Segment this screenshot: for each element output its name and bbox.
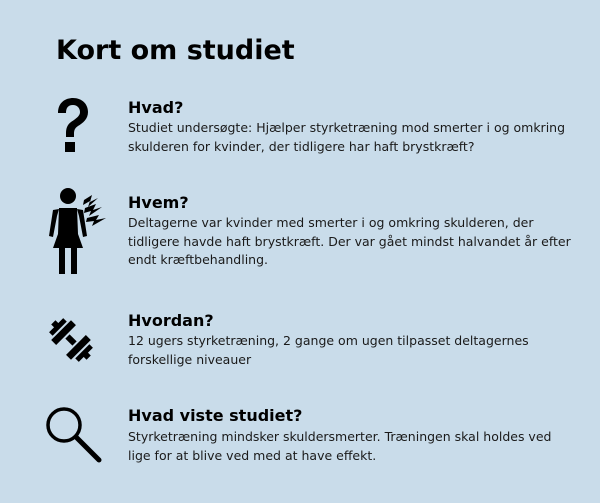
section-text: Studiet undersøgte: Hjælper styrketræning mod smerter i og omkring skulderen for kvinder, der tidligere har haft brystkræft? [128,120,566,154]
section-heading: Hvad viste studiet? [128,406,303,425]
dumbbell-icon [44,313,98,367]
question-mark-icon [52,97,92,155]
section-heading: Hvem? [128,193,189,212]
section-text: 12 ugers styrketræning, 2 gange om ugen tilpasset deltagernes forskellige niveauer [128,333,529,367]
section-text: Styrketræning mindsker skuldersmerter. Træningen skal holdes ved lige for at blive ved med at have effekt. [128,429,552,463]
page-title: Kort om studiet [56,35,295,66]
section-heading: Hvad? [128,98,184,117]
section-heading: Hvordan? [128,311,214,330]
woman-pain-icon [44,186,110,276]
magnifying-glass-icon [44,405,104,465]
section-text: Deltagerne var kvinder med smerter i og omkring skulderen, der tidligere havde haft brystkræft. Der var gået mindst halvandet år efter endt kræftbehandling. [128,215,571,267]
